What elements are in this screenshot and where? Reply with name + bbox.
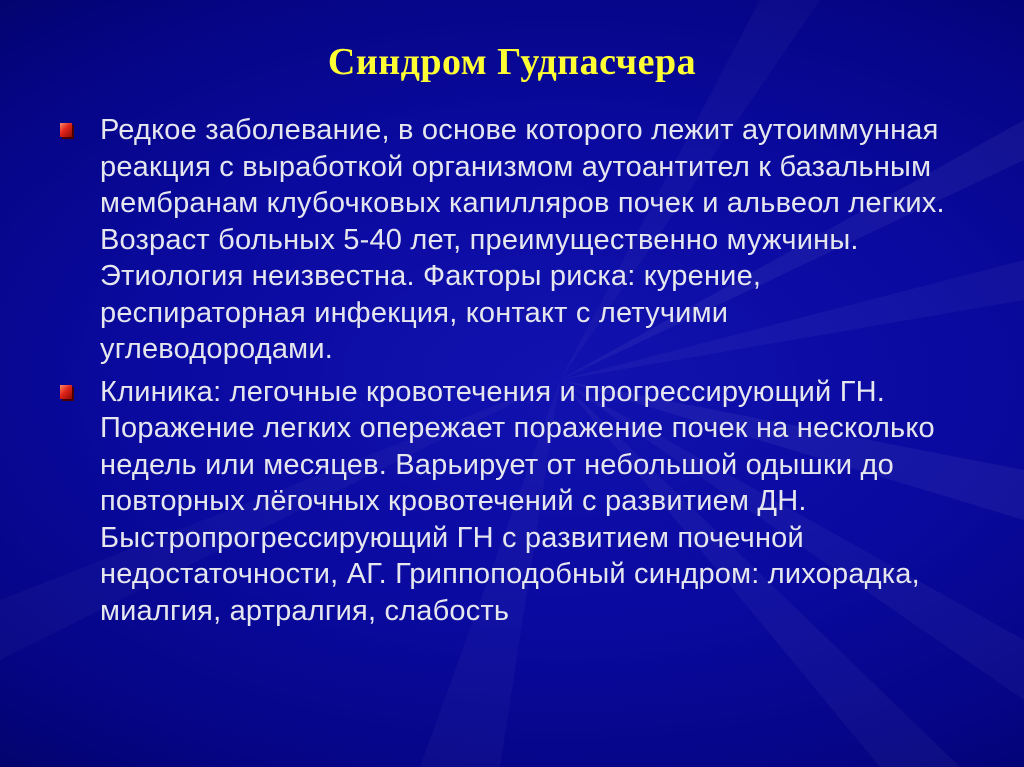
bullet-item [60,374,960,630]
square-bullet-icon [60,123,72,137]
bullet-text: Клиника: легочные кровотечения и прогрессирующий ГН. Поражение легких опережает поражение почек на несколько недель или месяцев. Варьирует от небольшой одышки до повторных лёгочных кровотечений с развитием ДН. Быстропрогрессирующий ГН с развитием почечной недостаточности, АГ. Гриппоподобный синдром: лихорадка, миалгия, артралгия, слабость [100,375,935,627]
slide-title: Синдром Гудпасчера [327,41,697,83]
bullet-item [60,112,960,368]
bullet-list [60,112,960,635]
square-bullet-icon [60,385,72,399]
bullet-text: Редкое заболевание, в основе которого лежит аутоиммунная реакция с выработкой организмом аутоантител к базальным мембранам клубочковых капилляров почек и альвеол легких. Возраст больных 5-40 лет, преимущественно мужчины. Этиология неизвестна. Факторы риска: курение, респираторная инфекция, контакт с летучими углеводородами. [100,114,945,365]
